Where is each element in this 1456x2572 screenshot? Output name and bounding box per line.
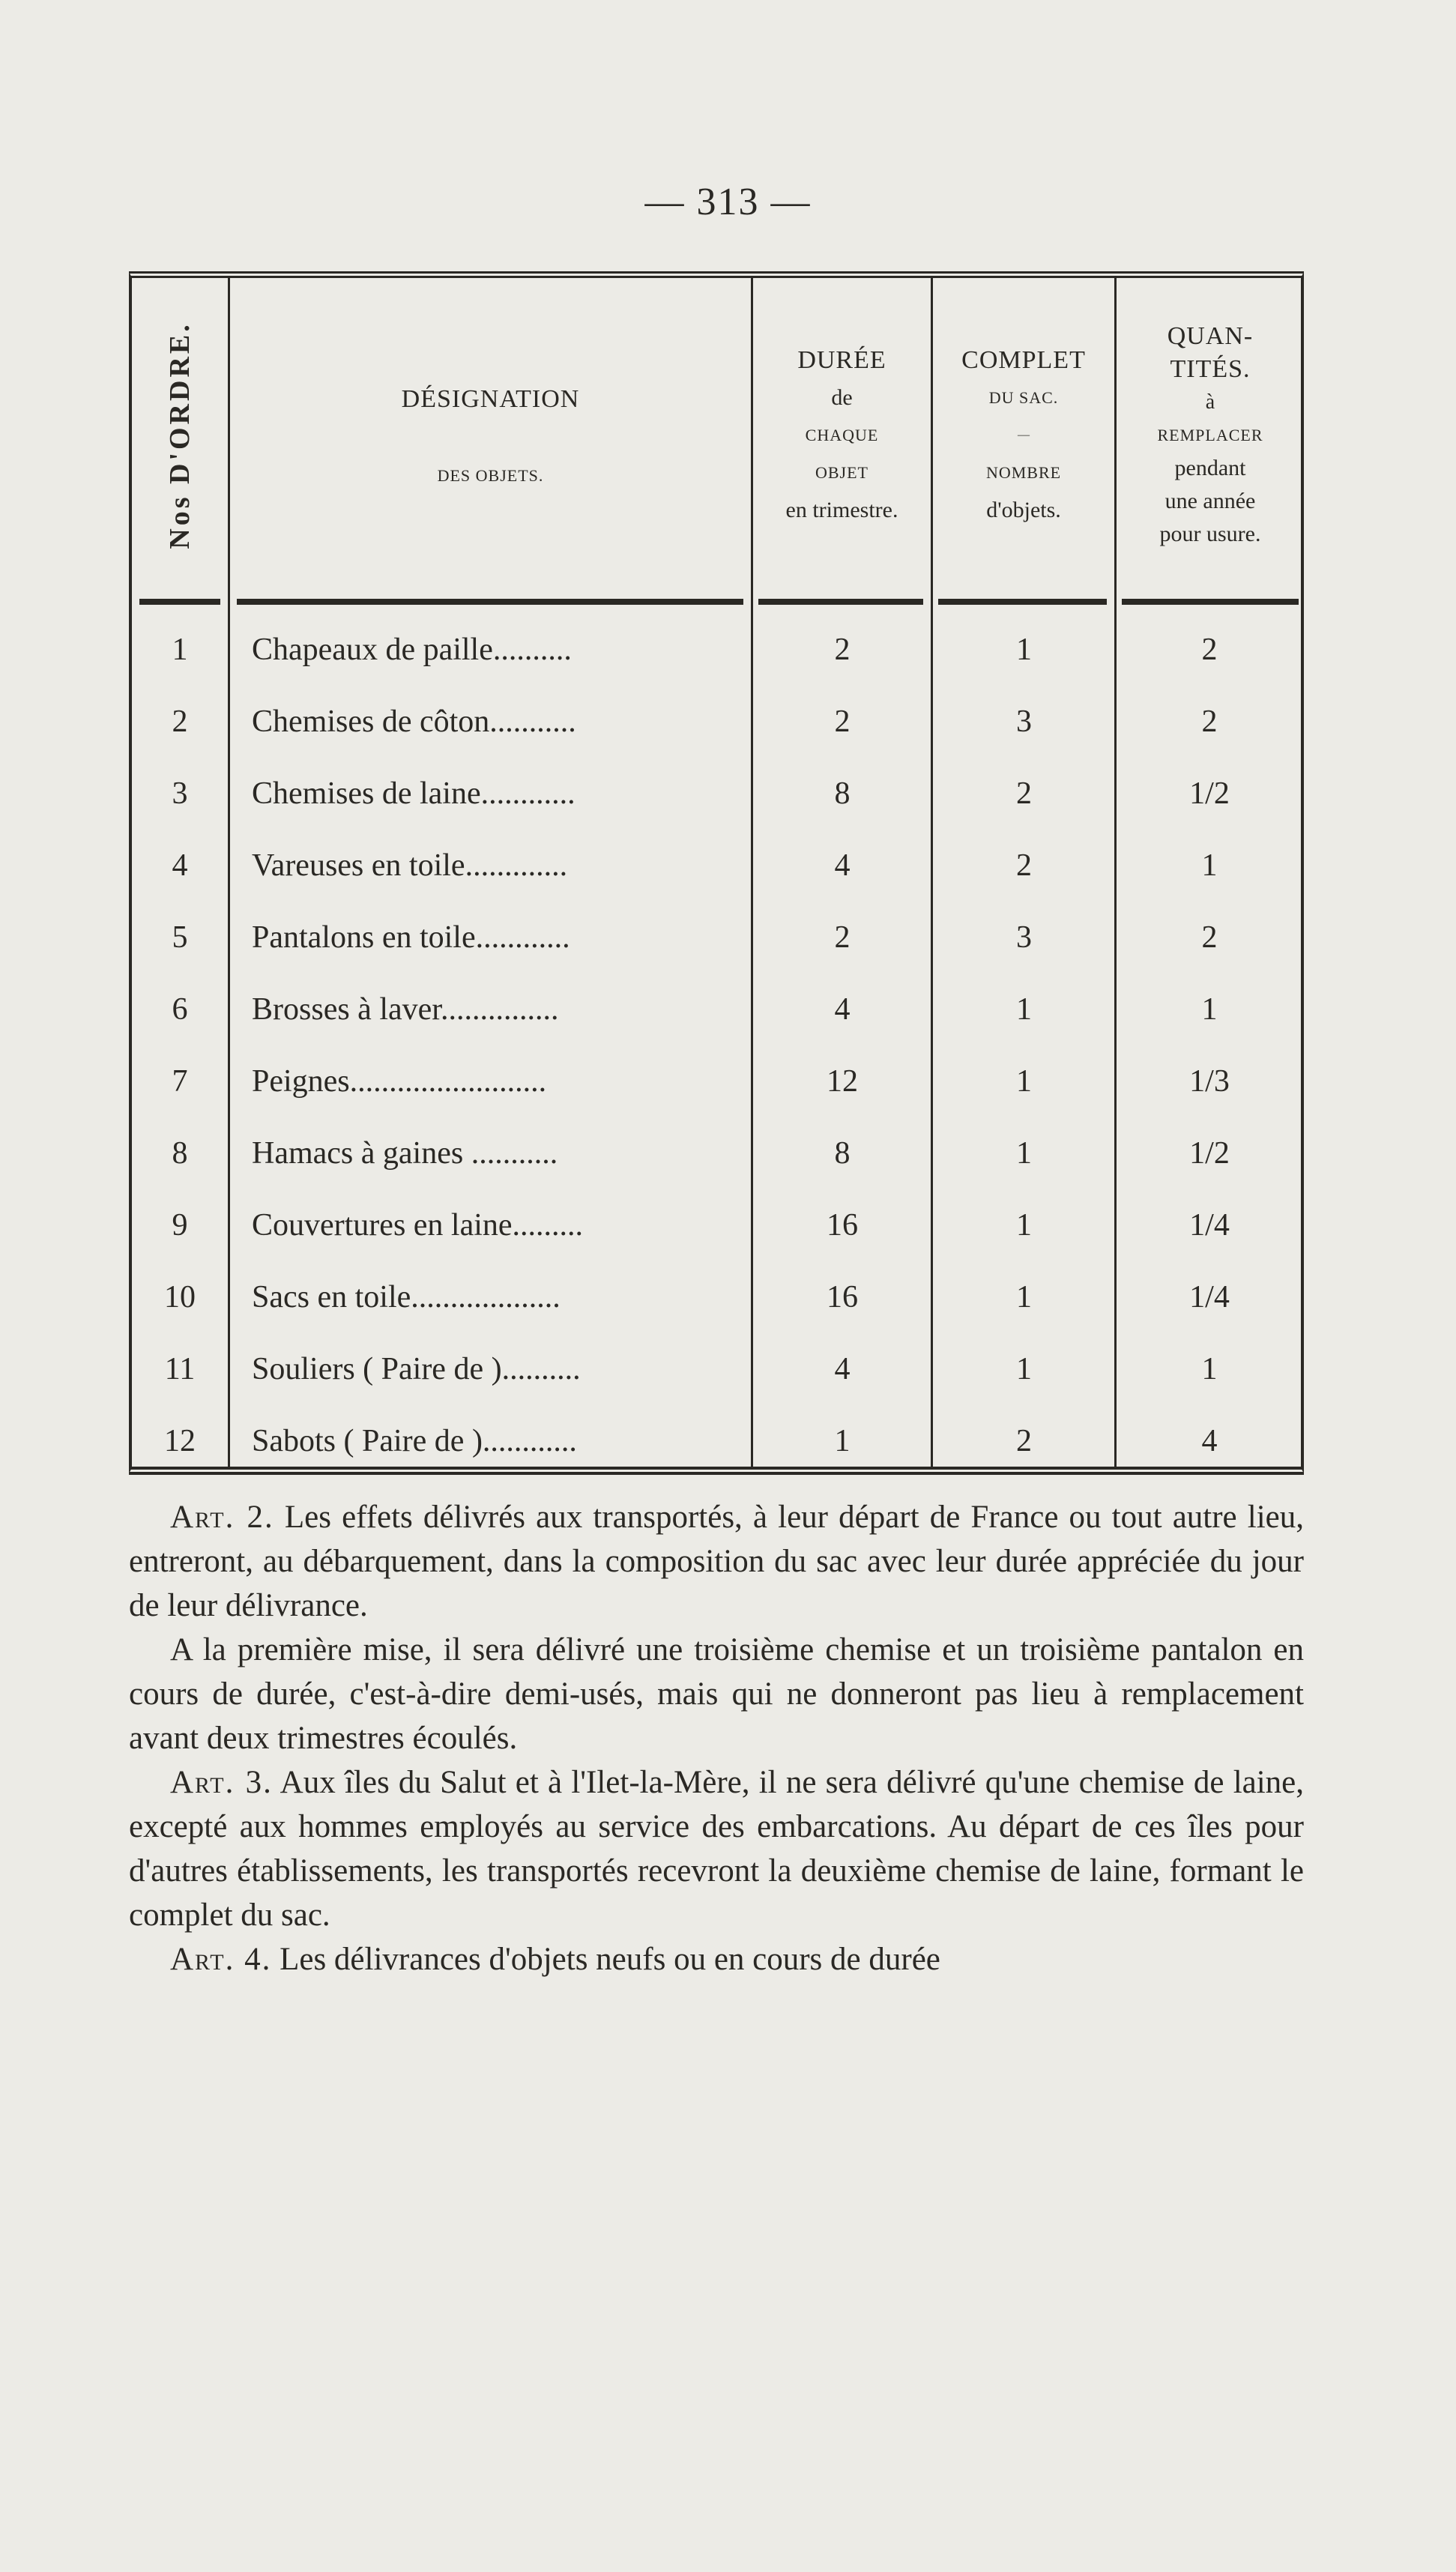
item-replacement-quantity: 1/4 xyxy=(1189,1208,1230,1243)
item-duration: 12 xyxy=(827,1064,858,1099)
item-replacement-quantity: 1 xyxy=(1201,1352,1218,1386)
row-number: 3 xyxy=(172,776,188,811)
table-row xyxy=(132,830,1301,902)
table-row xyxy=(132,1117,1301,1189)
item-count: 2 xyxy=(1016,776,1032,811)
table-row xyxy=(132,614,1301,686)
item-count: 1 xyxy=(1016,992,1032,1027)
item-count: 1 xyxy=(1016,1208,1032,1243)
item-designation: Pantalons en toile............ xyxy=(252,920,570,955)
row-number: 12 xyxy=(164,1424,196,1458)
paragraph: A la première mise, il sera délivré une troisième chemise et un troisième pantalon en cours de durée, c'est-à-dire demi-usés, mais qui ne donneront pas lieu à remplacement avant deux trimestres écoulés. xyxy=(129,1632,1304,1756)
item-designation: Vareuses en toile............. xyxy=(252,848,568,883)
header-complet: COMPLET DU SAC. — NOMBRE d'objets. xyxy=(961,346,1086,522)
paragraph: Art. 3. Aux îles du Salut et à l'Ilet-la-Mère, il ne sera délivré qu'une chemise de laine, excepté aux hommes employés au service des embarcations. Au départ de ces îles pour d'autres établissements, les transportés recevront la deuxième chemise de laine, formant le complet du sac. xyxy=(129,1765,1305,1933)
page-number: — 313 — xyxy=(644,181,812,223)
header-duree: DURÉE de CHAQUE OBJET en trimestre. xyxy=(785,346,898,522)
item-duration: 4 xyxy=(834,1352,851,1386)
paragraph: Art. 2. Les effets délivrés aux transportés, à leur départ de France ou tout autre lieu, entreront, au débarquement, dans la composition du sac avec leur durée appréciée du jour de leur délivrance. xyxy=(129,1500,1304,1623)
item-count: 2 xyxy=(1016,848,1032,883)
table-row xyxy=(132,1405,1301,1477)
item-designation: Sabots ( Paire de )............ xyxy=(252,1424,577,1458)
item-replacement-quantity: 2 xyxy=(1201,920,1218,955)
row-number: 8 xyxy=(172,1136,188,1171)
item-duration: 2 xyxy=(834,633,851,667)
header-ordre: Nos D'ORDRE. xyxy=(164,322,196,549)
item-designation: Sacs en toile................... xyxy=(252,1280,561,1314)
clothing-table xyxy=(129,271,1304,1475)
item-replacement-quantity: 4 xyxy=(1201,1424,1218,1458)
item-duration: 1 xyxy=(834,1424,851,1458)
row-number: 9 xyxy=(172,1208,188,1243)
header-designation: DÉSIGNATION DES OBJETS. xyxy=(401,385,580,485)
table-row xyxy=(132,1333,1301,1405)
item-replacement-quantity: 1/4 xyxy=(1189,1280,1230,1314)
item-count: 1 xyxy=(1016,633,1032,667)
item-count: 2 xyxy=(1016,1424,1032,1458)
row-number: 6 xyxy=(172,992,188,1027)
row-number: 1 xyxy=(172,633,188,667)
item-count: 3 xyxy=(1016,704,1032,739)
item-duration: 2 xyxy=(834,704,851,739)
item-designation: Peignes......................... xyxy=(252,1064,547,1099)
table-row xyxy=(132,758,1301,830)
table-row xyxy=(132,1261,1301,1333)
item-duration: 8 xyxy=(834,776,851,811)
header-rule xyxy=(938,599,1107,605)
item-replacement-quantity: 2 xyxy=(1201,704,1218,739)
item-duration: 16 xyxy=(827,1280,858,1314)
table-row xyxy=(132,1189,1301,1261)
item-replacement-quantity: 1/2 xyxy=(1189,776,1230,811)
header-quantites: QUAN- TITÉS. à REMPLACER pendant une année pour usure. xyxy=(1157,322,1263,546)
header-rule xyxy=(1122,599,1299,605)
item-designation: Couvertures en laine......... xyxy=(252,1208,584,1243)
item-duration: 8 xyxy=(834,1136,851,1171)
item-replacement-quantity: 1 xyxy=(1201,848,1218,883)
item-count: 1 xyxy=(1016,1136,1032,1171)
table-row xyxy=(132,902,1301,973)
header-rule xyxy=(139,599,220,605)
item-count: 1 xyxy=(1016,1280,1032,1314)
row-number: 4 xyxy=(172,848,188,883)
row-number: 2 xyxy=(172,704,188,739)
item-count: 3 xyxy=(1016,920,1032,955)
item-designation: Chemises de laine............ xyxy=(252,776,576,811)
table-row xyxy=(132,973,1301,1045)
item-designation: Chapeaux de paille.......... xyxy=(252,633,572,667)
item-designation: Brosses à laver............... xyxy=(252,992,559,1027)
item-duration: 2 xyxy=(834,920,851,955)
table-row xyxy=(132,1045,1301,1117)
item-count: 1 xyxy=(1016,1352,1032,1386)
row-number: 10 xyxy=(164,1280,196,1314)
row-number: 11 xyxy=(164,1352,196,1386)
header-rule xyxy=(237,599,743,605)
paragraph: Art. 4. Les délivrances d'objets neufs ou en cours de durée xyxy=(170,1942,940,1977)
item-replacement-quantity: 1/2 xyxy=(1189,1136,1230,1171)
item-designation: Souliers ( Paire de ).......... xyxy=(252,1352,581,1386)
item-replacement-quantity: 1/3 xyxy=(1189,1064,1230,1099)
item-designation: Hamacs à gaines ........... xyxy=(252,1136,558,1171)
item-count: 1 xyxy=(1016,1064,1032,1099)
item-designation: Chemises de côton........... xyxy=(252,704,576,739)
item-duration: 16 xyxy=(827,1208,858,1243)
item-replacement-quantity: 2 xyxy=(1201,633,1218,667)
table-row xyxy=(132,686,1301,758)
item-duration: 4 xyxy=(834,992,851,1027)
row-number: 5 xyxy=(172,920,188,955)
row-number: 7 xyxy=(172,1064,188,1099)
item-duration: 4 xyxy=(834,848,851,883)
header-rule xyxy=(758,599,923,605)
item-replacement-quantity: 1 xyxy=(1201,992,1218,1027)
body-text xyxy=(129,1495,1304,1981)
